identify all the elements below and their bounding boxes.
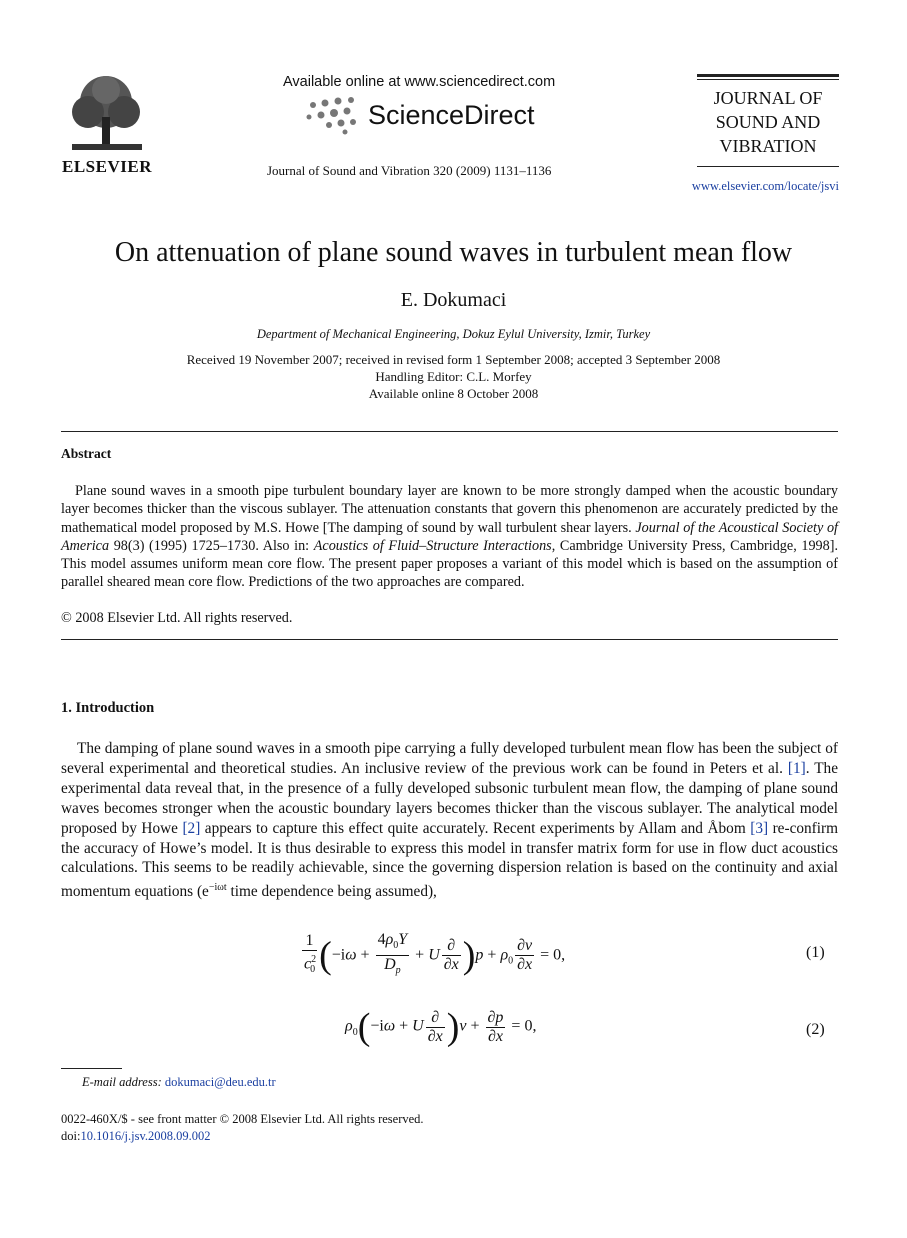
intro-text: time dependence being assumed), [226, 883, 437, 901]
doi-line [61, 1129, 211, 1144]
fraction: $\frac{\partial p}{\partial x}$ [487, 1008, 504, 1045]
footnote-divider [61, 1068, 122, 1069]
equation-1: $\frac{1}{c^2_0}$ (−iω + $\frac{4\rho_0Y}{D_p}$ + U $\frac{\partial}{\partial x}$ )$p + \rho_0$ $\frac{\partial v}{\partial x}$ = 0, [300, 931, 720, 980]
divider [697, 74, 839, 77]
front-matter: 0022-460X/$ - see front matter © 2008 Elsevier Ltd. All rights reserved. [61, 1112, 424, 1126]
journal-title-line: VIBRATION [719, 136, 817, 156]
equation-2-number: (2) [806, 1021, 825, 1038]
intro-paragraph [61, 739, 838, 902]
equation-1-number: (1) [806, 944, 825, 961]
abstract-text [61, 482, 838, 592]
fraction: $\frac{4\rho_0Y}{D_p}$ [377, 931, 408, 977]
divider [61, 639, 838, 640]
abstract-heading: Abstract [61, 446, 112, 461]
intro-text: The damping of plane sound waves in a smooth pipe carrying a fully developed turbulent mean flow has been the subject of several experimental and theoretical studies. An inclusive review of the previous work can be found in Peters et al. [61, 740, 838, 777]
reference-link-3[interactable]: [3] [750, 819, 769, 837]
received-dates: Received 19 November 2007; received in revised form 1 September 2008; accepted 3 September 2008 [186, 352, 721, 367]
reference-link-1[interactable]: [1] [787, 759, 806, 777]
journal-citation: Journal of Sound and Vibration 320 (2009) 1131–1136 [267, 163, 552, 178]
intro-text: appears to capture this effect quite accurately. Recent experiments by Allam and Åbom [200, 819, 751, 837]
journal-title-line: SOUND AND [715, 112, 821, 132]
equation-2: $\rho_0(-i\omega + U$ $\frac{\partial}{\partial x}$ )v + $\frac{\partial p}{\partial x}$ = 0, [345, 1006, 537, 1048]
abstract-journal-name: Journal of the Acoustical Society of America [61, 519, 838, 554]
divider [697, 166, 839, 167]
article-title: On attenuation of plane sound waves in turbulent mean flow [114, 237, 793, 268]
doi-prefix: doi: [61, 1129, 81, 1143]
journal-title-box [697, 74, 839, 167]
handling-editor: Handling Editor: C.L. Morfey [375, 369, 532, 384]
abstract-text-part: 98(3) (1995) 1725–1730. Also in: [109, 537, 314, 554]
intro-text: . The experimental data reveal that, in the presence of a fully developed subsonic turbulent mean flow, the damping of plane sound waves becomes stronger when the acoustic boundary layers becomes thicker than the viscous sublayer. The analytical model proposed by Howe [61, 759, 838, 837]
journal-title [697, 80, 839, 166]
divider [61, 431, 838, 432]
fraction: $\frac{\partial v}{\partial x}$ [517, 937, 533, 974]
email-link[interactable]: dokumaci@deu.edu.tr [164, 1075, 276, 1089]
author-name: E. Dokumaci [400, 289, 507, 311]
affiliation: Department of Mechanical Engineering, Dokuz Eylul University, Izmir, Turkey [256, 327, 651, 341]
fraction: $\frac{\partial}{\partial x}$ [443, 937, 459, 974]
section-heading: 1. Introduction [61, 700, 155, 716]
abstract-copyright: © 2008 Elsevier Ltd. All rights reserved. [61, 610, 293, 626]
fraction: $\frac{\partial}{\partial x}$ [427, 1008, 443, 1045]
journal-url-link[interactable]: www.elsevier.com/locate/jsvi [691, 179, 839, 193]
elsevier-wordmark: ELSEVIER [62, 157, 152, 176]
available-online-date: Available online 8 October 2008 [368, 386, 539, 401]
journal-title-line: JOURNAL OF [713, 88, 823, 108]
fraction: $\frac{1}{c^2_0}$ [304, 931, 317, 976]
footnote-email [82, 1075, 276, 1090]
email-label: E-mail address: [82, 1075, 162, 1089]
intro-text: re-confirm the accuracy of Howe’s model. It is thus desirable to express this model in transfer matrix form for use in flow duct acoustics calculations. This seems to be readily achievable, since the governing dispersion relation is based on the continuity and axial momentum equations (e [61, 819, 838, 901]
doi-link[interactable]: 10.1016/j.jsv.2008.09.002 [80, 1129, 211, 1143]
abstract-book-title: Acoustics of Fluid–Structure Interactions [313, 537, 552, 554]
sciencedirect-logo: ScienceDirect [368, 100, 535, 130]
reference-link-2[interactable]: [2] [182, 819, 201, 837]
superscript: −iωt [208, 882, 227, 894]
available-online-text: Available online at www.sciencedirect.com [283, 74, 556, 90]
sciencedirect-dots-icon [305, 97, 365, 135]
abstract-text-part: , Cambridge University Press, Cambridge, 1998]. This model assumes uniform mean core flow. The present paper proposes a variant of this model which is based on the assumption of parallel sheared mean core flow. Predictions of the two approaches are compared. [61, 537, 839, 591]
abstract-text-part: Plane sound waves in a smooth pipe turbulent boundary layer are known to be more strongly damped when the acoustic boundary layer becomes thicker than the viscous sublayer. The attenuation constants that govern this phenomenon are accurately predicted by the mathematical model proposed by M.S. Howe [The damping of sound by wall turbulent shear layers. [61, 483, 838, 536]
